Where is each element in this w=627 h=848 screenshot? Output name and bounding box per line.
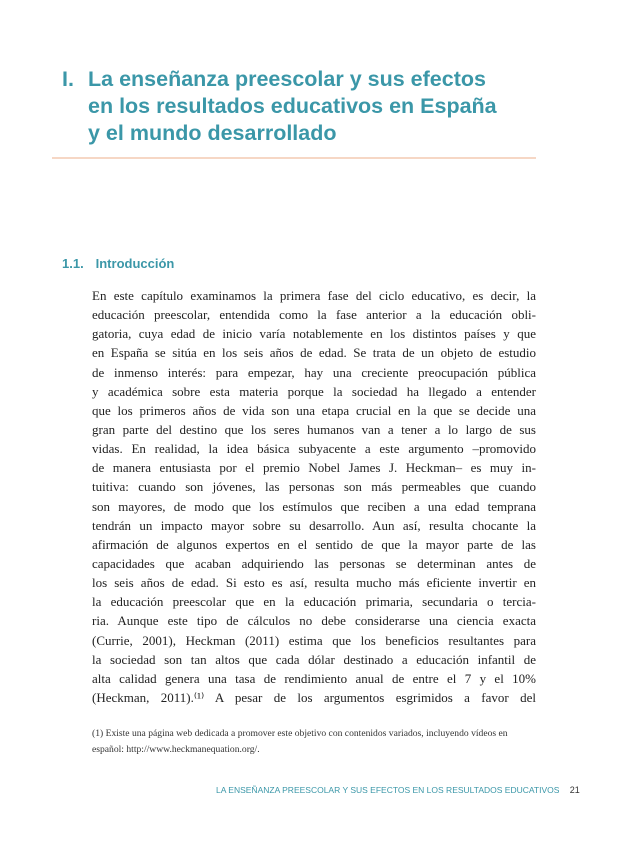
body-line: los seis años de edad. Si esto es así, resulta mucho más eficiente invertir en (92, 575, 536, 591)
page-number: 21 (569, 785, 580, 795)
running-title: LA ENSEÑANZA PREESCOLAR Y SUS EFECTOS EN LOS RESULTADOS EDUCATIVOS (216, 785, 560, 795)
body-line: afirmación de algunos expertos en el sentido de que la mayor parte de las (92, 536, 536, 552)
chapter-number: I. (62, 67, 74, 91)
chapter-title-lines (88, 66, 497, 147)
body-line: la educación preescolar que en la educación primaria, secundaria o tercia- (92, 594, 536, 610)
title-divider (52, 157, 536, 159)
page-footer (216, 785, 580, 795)
body-line: tendrán un impacto mayor sobre su desarrollo. Aun así, resulta chocante la (92, 517, 536, 533)
body-line: (Heckman, 2011).⁽¹⁾ A pesar de los argumentos esgrimidos a favor del (92, 689, 536, 705)
body-paragraph (92, 286, 536, 707)
body-line: capacidades que acaban adquiriendo las personas se determinan antes de (92, 555, 536, 571)
body-line: En este capítulo examinamos la primera fase del ciclo educativo, es decir, la (92, 288, 536, 303)
body-line: de inmenso interés: para empezar, hay una creciente preocupación pública (92, 364, 536, 380)
footnote-line: español: http://www.heckmanequation.org/. (92, 744, 260, 755)
body-line: que los primeros años de vida son una etapa crucial en la que se decide una (92, 402, 536, 418)
body-line: vidas. En realidad, la idea básica subyacente a este argumento –promovido (92, 441, 536, 457)
section-heading (62, 256, 174, 271)
body-line: y académica sobre esta materia porque la sociedad ha llegado a entender (92, 383, 536, 399)
body-line: ria. Aunque este tipo de cálculos no debe considerarse una ciencia exacta (92, 613, 536, 629)
body-line: gatoria, cuya edad de inicio varía notablemente en los distintos países y que (92, 326, 536, 342)
footnote (92, 726, 536, 758)
body-line: educación preescolar, entendida como la fase anterior a la educación obli- (92, 307, 536, 323)
body-line: (Currie, 2001), Heckman (2011) estima que los beneficios resultantes para (92, 632, 536, 648)
body-line: tuitiva: cuando son jóvenes, las personas son más permeables que cuando (92, 479, 536, 495)
body-line: en España se sitúa en los seis años de edad. Se trata de un objeto de estudio (92, 345, 536, 361)
chapter-title-line: y el mundo desarrollado (88, 121, 337, 145)
section-number: 1.1. (62, 256, 84, 271)
chapter-title-line: La enseñanza preescolar y sus efectos (88, 67, 486, 91)
body-line: son mayores, de modo que los estímulos que reciben a una edad temprana (92, 498, 536, 514)
section-title: Introducción (95, 256, 175, 271)
body-line: la sociedad son tan altos que cada dólar destinado a educación infantil de (92, 651, 536, 667)
body-line: alta calidad genera una tasa de rendimiento anual de entre el 7 y el 10% (92, 670, 536, 686)
chapter-title-line: en los resultados educativos en España (88, 94, 497, 118)
body-line: gran parte del destino que los seres humanos van a tener a lo largo de sus (92, 421, 536, 437)
footnote-line: (1) Existe una página web dedicada a promover este objetivo con contenidos variados, incluyendo vídeos en (92, 728, 508, 739)
chapter-title (62, 66, 562, 147)
body-line: de manera entusiasta por el premio Nobel James J. Heckman– es muy in- (92, 460, 536, 476)
